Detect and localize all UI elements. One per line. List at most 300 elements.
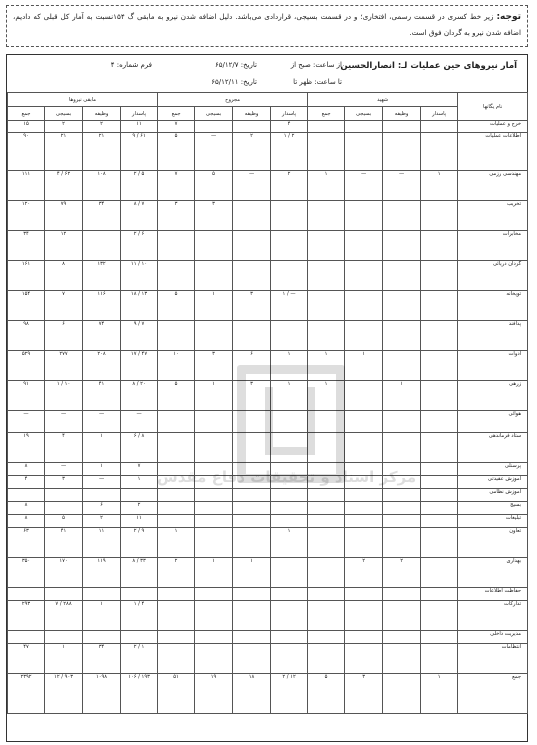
remain-cell: ۹ / ۲ (121, 528, 158, 558)
wounded-cell (233, 411, 271, 433)
martyr-cell (345, 261, 383, 291)
from-time: از ساعت: صبح از (290, 61, 342, 69)
unit-name-cell: آموزش عقیدتی (458, 476, 528, 489)
table-row (8, 528, 528, 558)
wounded-cell: ۲ / ۱ (271, 133, 308, 171)
martyr-cell (383, 321, 421, 351)
wounded-cell (158, 489, 195, 502)
group-martyr: شهید (308, 93, 458, 107)
from-date: تاریخ: ۶۵/۱۲/۷ (214, 61, 257, 69)
wounded-cell (195, 121, 233, 133)
remain-cell: ۱ (83, 433, 121, 463)
wounded-cell: ۱ (195, 381, 233, 411)
unit-name-cell: بهداری (458, 558, 528, 588)
martyr-cell: ۳ (345, 674, 383, 714)
martyr-cell: — (383, 171, 421, 201)
wounded-cell: ۵ (158, 133, 195, 171)
remain-cell: ۶ (83, 502, 121, 515)
martyr-cell (308, 558, 345, 588)
subcol-wounded-3: جمع (158, 107, 195, 121)
table-body (8, 121, 528, 714)
wounded-cell (195, 515, 233, 528)
wounded-cell (158, 321, 195, 351)
wounded-cell: — / ۱ (271, 291, 308, 321)
remain-cell: ۲۹۳ (8, 601, 45, 631)
unit-name-cell: ستاد فرماندهی (458, 433, 528, 463)
remain-cell: ۷ (45, 291, 83, 321)
remain-cell: — (83, 476, 121, 489)
wounded-cell: — (195, 133, 233, 171)
martyr-cell (308, 502, 345, 515)
remain-cell (83, 588, 121, 601)
remain-cell: ۵ / ۲ (121, 171, 158, 201)
unit-name-cell: پدافند (458, 321, 528, 351)
remain-cell (45, 489, 83, 502)
martyr-cell (383, 674, 421, 714)
martyr-cell (383, 121, 421, 133)
table-row (8, 489, 528, 502)
wounded-cell (195, 644, 233, 674)
remain-cell: ۲۰۸ (83, 351, 121, 381)
remain-cell: ۲ (83, 121, 121, 133)
martyr-cell (308, 261, 345, 291)
wounded-cell (271, 502, 308, 515)
wounded-cell (195, 261, 233, 291)
martyr-cell (345, 489, 383, 502)
martyr-cell (308, 631, 345, 644)
remain-cell (8, 631, 45, 644)
martyr-cell (383, 261, 421, 291)
martyr-cell (308, 133, 345, 171)
remain-cell: ۶ (45, 321, 83, 351)
remain-cell: ۱۲۰ (8, 201, 45, 231)
remain-cell: ۱۷۰ (45, 558, 83, 588)
wounded-cell (271, 644, 308, 674)
unit-name-cell: حفاظت اطلاعات (458, 588, 528, 601)
remain-cell: ۱ (83, 601, 121, 631)
remain-cell: ۹۸ (8, 321, 45, 351)
remain-cell: — (45, 463, 83, 476)
stats-table (7, 92, 528, 714)
table-row (8, 381, 528, 411)
remain-cell: ۶ / ۲ (121, 231, 158, 261)
unit-name-cell: جمع (458, 674, 528, 714)
wounded-cell (233, 201, 271, 231)
martyr-cell (308, 321, 345, 351)
remain-cell: ۱۰ / ۱ (45, 381, 83, 411)
subcol-remaining-0: پاسدار (121, 107, 158, 121)
remain-cell: ۳۳ / ۸ (121, 558, 158, 588)
remain-cell: ۷ / ۹ (121, 321, 158, 351)
martyr-cell (383, 433, 421, 463)
col-unit-name: نام یگانها (458, 93, 528, 121)
wounded-cell: ۵ (158, 291, 195, 321)
martyr-cell (308, 121, 345, 133)
wounded-cell (233, 321, 271, 351)
martyr-cell (421, 201, 458, 231)
wounded-cell (233, 528, 271, 558)
remain-cell: ۱ (121, 476, 158, 489)
remain-cell (121, 631, 158, 644)
note-box (6, 5, 528, 47)
unit-name-cell: ادوات (458, 351, 528, 381)
to-date: تاریخ: ۶۵/۱۲/۱۱ (211, 78, 257, 86)
remain-cell: ۳۴ (83, 201, 121, 231)
wounded-cell: ۷ (158, 171, 195, 201)
subcol-martyr-0: پاسدار (421, 107, 458, 121)
martyr-cell: ۵ (308, 674, 345, 714)
martyr-cell: ۱ (308, 351, 345, 381)
remain-cell: ۲۳۹۲ (8, 674, 45, 714)
martyr-cell: ۱ (421, 171, 458, 201)
wounded-cell: ۱ (195, 291, 233, 321)
table-row (8, 231, 528, 261)
wounded-cell (195, 528, 233, 558)
table-row (8, 121, 528, 133)
wounded-cell: ۱ (271, 528, 308, 558)
remain-cell: ۱۰۸ (83, 171, 121, 201)
remain-cell: ۲۷۷ (45, 351, 83, 381)
remain-cell: ۸ (8, 515, 45, 528)
martyr-cell (421, 121, 458, 133)
martyr-cell (421, 601, 458, 631)
unit-name-cell: مخابرات (458, 231, 528, 261)
martyr-cell (421, 515, 458, 528)
martyr-cell (345, 515, 383, 528)
martyr-cell (421, 476, 458, 489)
remain-cell: — (8, 411, 45, 433)
table-row (8, 171, 528, 201)
wounded-cell (158, 588, 195, 601)
wounded-cell (271, 231, 308, 261)
remain-cell: ۱۶۱ (8, 261, 45, 291)
table-row (8, 515, 528, 528)
table-row (8, 433, 528, 463)
table-row (8, 558, 528, 588)
unit-name-cell: تبلیغات (458, 515, 528, 528)
martyr-cell (345, 433, 383, 463)
martyr-cell (383, 588, 421, 601)
wounded-cell (233, 502, 271, 515)
remain-cell: ۷۴ (83, 321, 121, 351)
remain-cell: ۴ (8, 476, 45, 489)
martyr-cell (308, 411, 345, 433)
table-row (8, 201, 528, 231)
remain-cell (45, 631, 83, 644)
martyr-cell (421, 528, 458, 558)
wounded-cell (271, 489, 308, 502)
wounded-cell: ۱ (233, 558, 271, 588)
subcol-remaining-2: بسیجی (45, 107, 83, 121)
remain-cell: ۴ (45, 433, 83, 463)
wounded-cell (271, 261, 308, 291)
unit-name-cell: توپخانه (458, 291, 528, 321)
unit-name-cell: مهندسی رزمی (458, 171, 528, 201)
unit-name-cell: گردان دریائی (458, 261, 528, 291)
martyr-cell (308, 231, 345, 261)
wounded-cell: ۵۱ (158, 674, 195, 714)
remain-cell: ۹۰۳ / ۱۲ (45, 674, 83, 714)
wounded-cell (195, 588, 233, 601)
remain-cell: — (83, 411, 121, 433)
unit-name-cell: تعاون (458, 528, 528, 558)
martyr-cell (308, 291, 345, 321)
wounded-cell (233, 644, 271, 674)
remain-cell: ۱۳۲ (83, 261, 121, 291)
martyr-cell (308, 515, 345, 528)
remain-cell: ۱۹ (8, 433, 45, 463)
remain-cell: ۲۰ / ۸ (121, 381, 158, 411)
martyr-cell (308, 588, 345, 601)
remain-cell: ۳۵۰ (8, 558, 45, 588)
remain-cell: ۲ (83, 515, 121, 528)
remain-cell: ۳۴ (83, 644, 121, 674)
unit-name-cell: هوائی (458, 411, 528, 433)
wounded-cell (271, 588, 308, 601)
remain-cell: ۴ / ۱ (121, 601, 158, 631)
table-row (8, 601, 528, 631)
wounded-cell (195, 411, 233, 433)
wounded-cell: ۳ (233, 291, 271, 321)
remain-cell: ۲۱ (45, 133, 83, 171)
martyr-cell: ۲ (383, 558, 421, 588)
martyr-cell (345, 644, 383, 674)
remain-cell (121, 489, 158, 502)
wounded-cell (233, 601, 271, 631)
wounded-cell (233, 231, 271, 261)
wounded-cell (195, 433, 233, 463)
martyr-cell (421, 411, 458, 433)
remain-cell: ۶۳ (8, 528, 45, 558)
remain-cell: ۲۱ (83, 133, 121, 171)
remain-cell: ۴۱ (83, 381, 121, 411)
form-number: فرم شماره: ۴ (110, 61, 152, 69)
wounded-cell: ۲ (233, 133, 271, 171)
remain-cell: ۵ (45, 515, 83, 528)
table-head (8, 93, 528, 121)
wounded-cell (195, 321, 233, 351)
remain-cell: ۸ (8, 502, 45, 515)
form-header (7, 55, 527, 93)
martyr-cell (345, 631, 383, 644)
wounded-cell (271, 631, 308, 644)
watermark-text: مرکز اسناد و تحقیقات دفاع مقدس (157, 468, 417, 486)
to-time: تا ساعت: ظهر تا (293, 78, 342, 86)
wounded-cell (158, 515, 195, 528)
martyr-cell: — (345, 171, 383, 201)
martyr-cell (421, 321, 458, 351)
remain-cell: ۱ / ۲ (121, 644, 158, 674)
martyr-cell (345, 411, 383, 433)
wounded-cell: ۱۰ (158, 351, 195, 381)
martyr-cell (421, 351, 458, 381)
remain-cell: ۱۹۳ / ۱۰۶ (121, 674, 158, 714)
wounded-cell: ۱ (195, 558, 233, 588)
wounded-cell (233, 489, 271, 502)
wounded-cell: ۱۹ (195, 674, 233, 714)
martyr-cell (345, 133, 383, 171)
martyr-cell: ۱ (308, 381, 345, 411)
martyr-cell (345, 502, 383, 515)
martyr-cell (421, 644, 458, 674)
remain-cell: ۴۷ / ۱۷ (121, 351, 158, 381)
unit-name-cell: پرسنلی (458, 463, 528, 476)
remain-cell: ۸ (45, 261, 83, 291)
table-row (8, 321, 528, 351)
wounded-cell (158, 631, 195, 644)
wounded-cell (233, 515, 271, 528)
wounded-cell (195, 631, 233, 644)
wounded-cell (158, 411, 195, 433)
table-row (8, 133, 528, 171)
remain-cell: ۵۲۹ (8, 351, 45, 381)
remain-cell: ۱۲ (45, 231, 83, 261)
martyr-cell (383, 528, 421, 558)
table-row (8, 351, 528, 381)
remain-cell: ۳ (45, 476, 83, 489)
wounded-cell (271, 433, 308, 463)
subcol-wounded-1: وظیفه (233, 107, 271, 121)
table-row (8, 588, 528, 601)
wounded-cell (158, 433, 195, 463)
table-row (8, 261, 528, 291)
wounded-cell: — (233, 171, 271, 201)
table-row (8, 502, 528, 515)
martyr-cell (308, 528, 345, 558)
unit-name-cell: تخریب (458, 201, 528, 231)
remain-cell: — (121, 411, 158, 433)
martyr-cell (421, 588, 458, 601)
remain-cell (8, 489, 45, 502)
remain-cell: ۹۱ (8, 381, 45, 411)
remain-cell: ۱ (83, 463, 121, 476)
wounded-cell: ۵ (195, 171, 233, 201)
wounded-cell: ۵ (158, 381, 195, 411)
martyr-cell (308, 644, 345, 674)
martyr-cell (383, 291, 421, 321)
group-remaining: مابقی نیروها (8, 93, 158, 107)
form-title: آمار نیروهای حین عملیات لـ: انصارالحسین (340, 61, 517, 71)
wounded-cell: ۱ (271, 381, 308, 411)
table-row (8, 291, 528, 321)
remain-cell: ۸ / ۶ (121, 433, 158, 463)
unit-name-cell: آموزش نظامی (458, 489, 528, 502)
wounded-cell (271, 601, 308, 631)
martyr-cell (383, 515, 421, 528)
martyr-cell (421, 261, 458, 291)
subcol-martyr-1: وظیفه (383, 107, 421, 121)
martyr-cell (345, 601, 383, 631)
martyr-cell (383, 601, 421, 631)
martyr-cell (421, 291, 458, 321)
wounded-cell: ۳ (158, 201, 195, 231)
martyr-cell (421, 381, 458, 411)
subcol-wounded-0: پاسدار (271, 107, 308, 121)
wounded-cell: ۲ (271, 171, 308, 201)
wounded-cell: ۲ (158, 558, 195, 588)
table-row (8, 644, 528, 674)
wounded-cell (158, 261, 195, 291)
unit-name-cell: بسیج (458, 502, 528, 515)
martyr-cell (345, 321, 383, 351)
martyr-cell (421, 133, 458, 171)
remain-cell: ۱۱ (121, 515, 158, 528)
unit-name-cell: انتظامات (458, 644, 528, 674)
remain-cell: ۱۱۱ (8, 171, 45, 201)
table-row (8, 674, 528, 714)
martyr-cell (421, 231, 458, 261)
remain-cell (45, 502, 83, 515)
wounded-cell: ۱۸ (233, 674, 271, 714)
martyr-cell (383, 201, 421, 231)
remain-cell: ۲ (45, 121, 83, 133)
unit-name-cell: مدیریت داخلی (458, 631, 528, 644)
martyr-cell (308, 601, 345, 631)
group-wounded: مجروح (158, 93, 308, 107)
martyr-cell: ۱ (345, 351, 383, 381)
remain-cell: ۱۳ / ۱۸ (121, 291, 158, 321)
wounded-cell (271, 558, 308, 588)
remain-cell (121, 588, 158, 601)
remain-cell: ۹۰ (8, 133, 45, 171)
martyr-cell (345, 588, 383, 601)
martyr-cell (383, 489, 421, 502)
remain-cell: ۱۱۹ (83, 558, 121, 588)
table-row (8, 631, 528, 644)
martyr-cell (383, 231, 421, 261)
remain-cell (45, 588, 83, 601)
wounded-cell (271, 321, 308, 351)
martyr-cell (308, 489, 345, 502)
wounded-cell (271, 201, 308, 231)
martyr-cell (308, 433, 345, 463)
wounded-cell: ۳ (233, 381, 271, 411)
wounded-cell (271, 515, 308, 528)
remain-cell: ۱ (45, 644, 83, 674)
martyr-cell: ۱ (421, 674, 458, 714)
remain-cell (83, 631, 121, 644)
martyr-cell (421, 631, 458, 644)
remain-cell: ۱۱ (121, 121, 158, 133)
note-label: توجه: (496, 12, 522, 22)
remain-cell: ۲ (121, 502, 158, 515)
wounded-cell (195, 489, 233, 502)
martyr-cell (383, 133, 421, 171)
remain-cell (83, 231, 121, 261)
martyr-cell: ۱ (308, 171, 345, 201)
subcol-wounded-2: بسیجی (195, 107, 233, 121)
martyr-cell (345, 201, 383, 231)
martyr-cell (345, 121, 383, 133)
martyr-cell (421, 502, 458, 515)
wounded-cell: ۱ (271, 351, 308, 381)
remain-cell: — (45, 411, 83, 433)
wounded-cell (158, 644, 195, 674)
wounded-cell: ۳ (195, 351, 233, 381)
wounded-cell (271, 411, 308, 433)
table-row (8, 411, 528, 433)
martyr-cell (383, 351, 421, 381)
unit-name-cell: تدارکات (458, 601, 528, 631)
wounded-cell (158, 231, 195, 261)
remain-cell: ۶۱ / ۹ (121, 133, 158, 171)
remain-cell (83, 489, 121, 502)
subcol-remaining-1: وظیفه (83, 107, 121, 121)
remain-cell: ۴۷ (8, 644, 45, 674)
wounded-cell (233, 121, 271, 133)
remain-cell: ۱۱۶ (83, 291, 121, 321)
remain-cell: ۱۵ (8, 121, 45, 133)
